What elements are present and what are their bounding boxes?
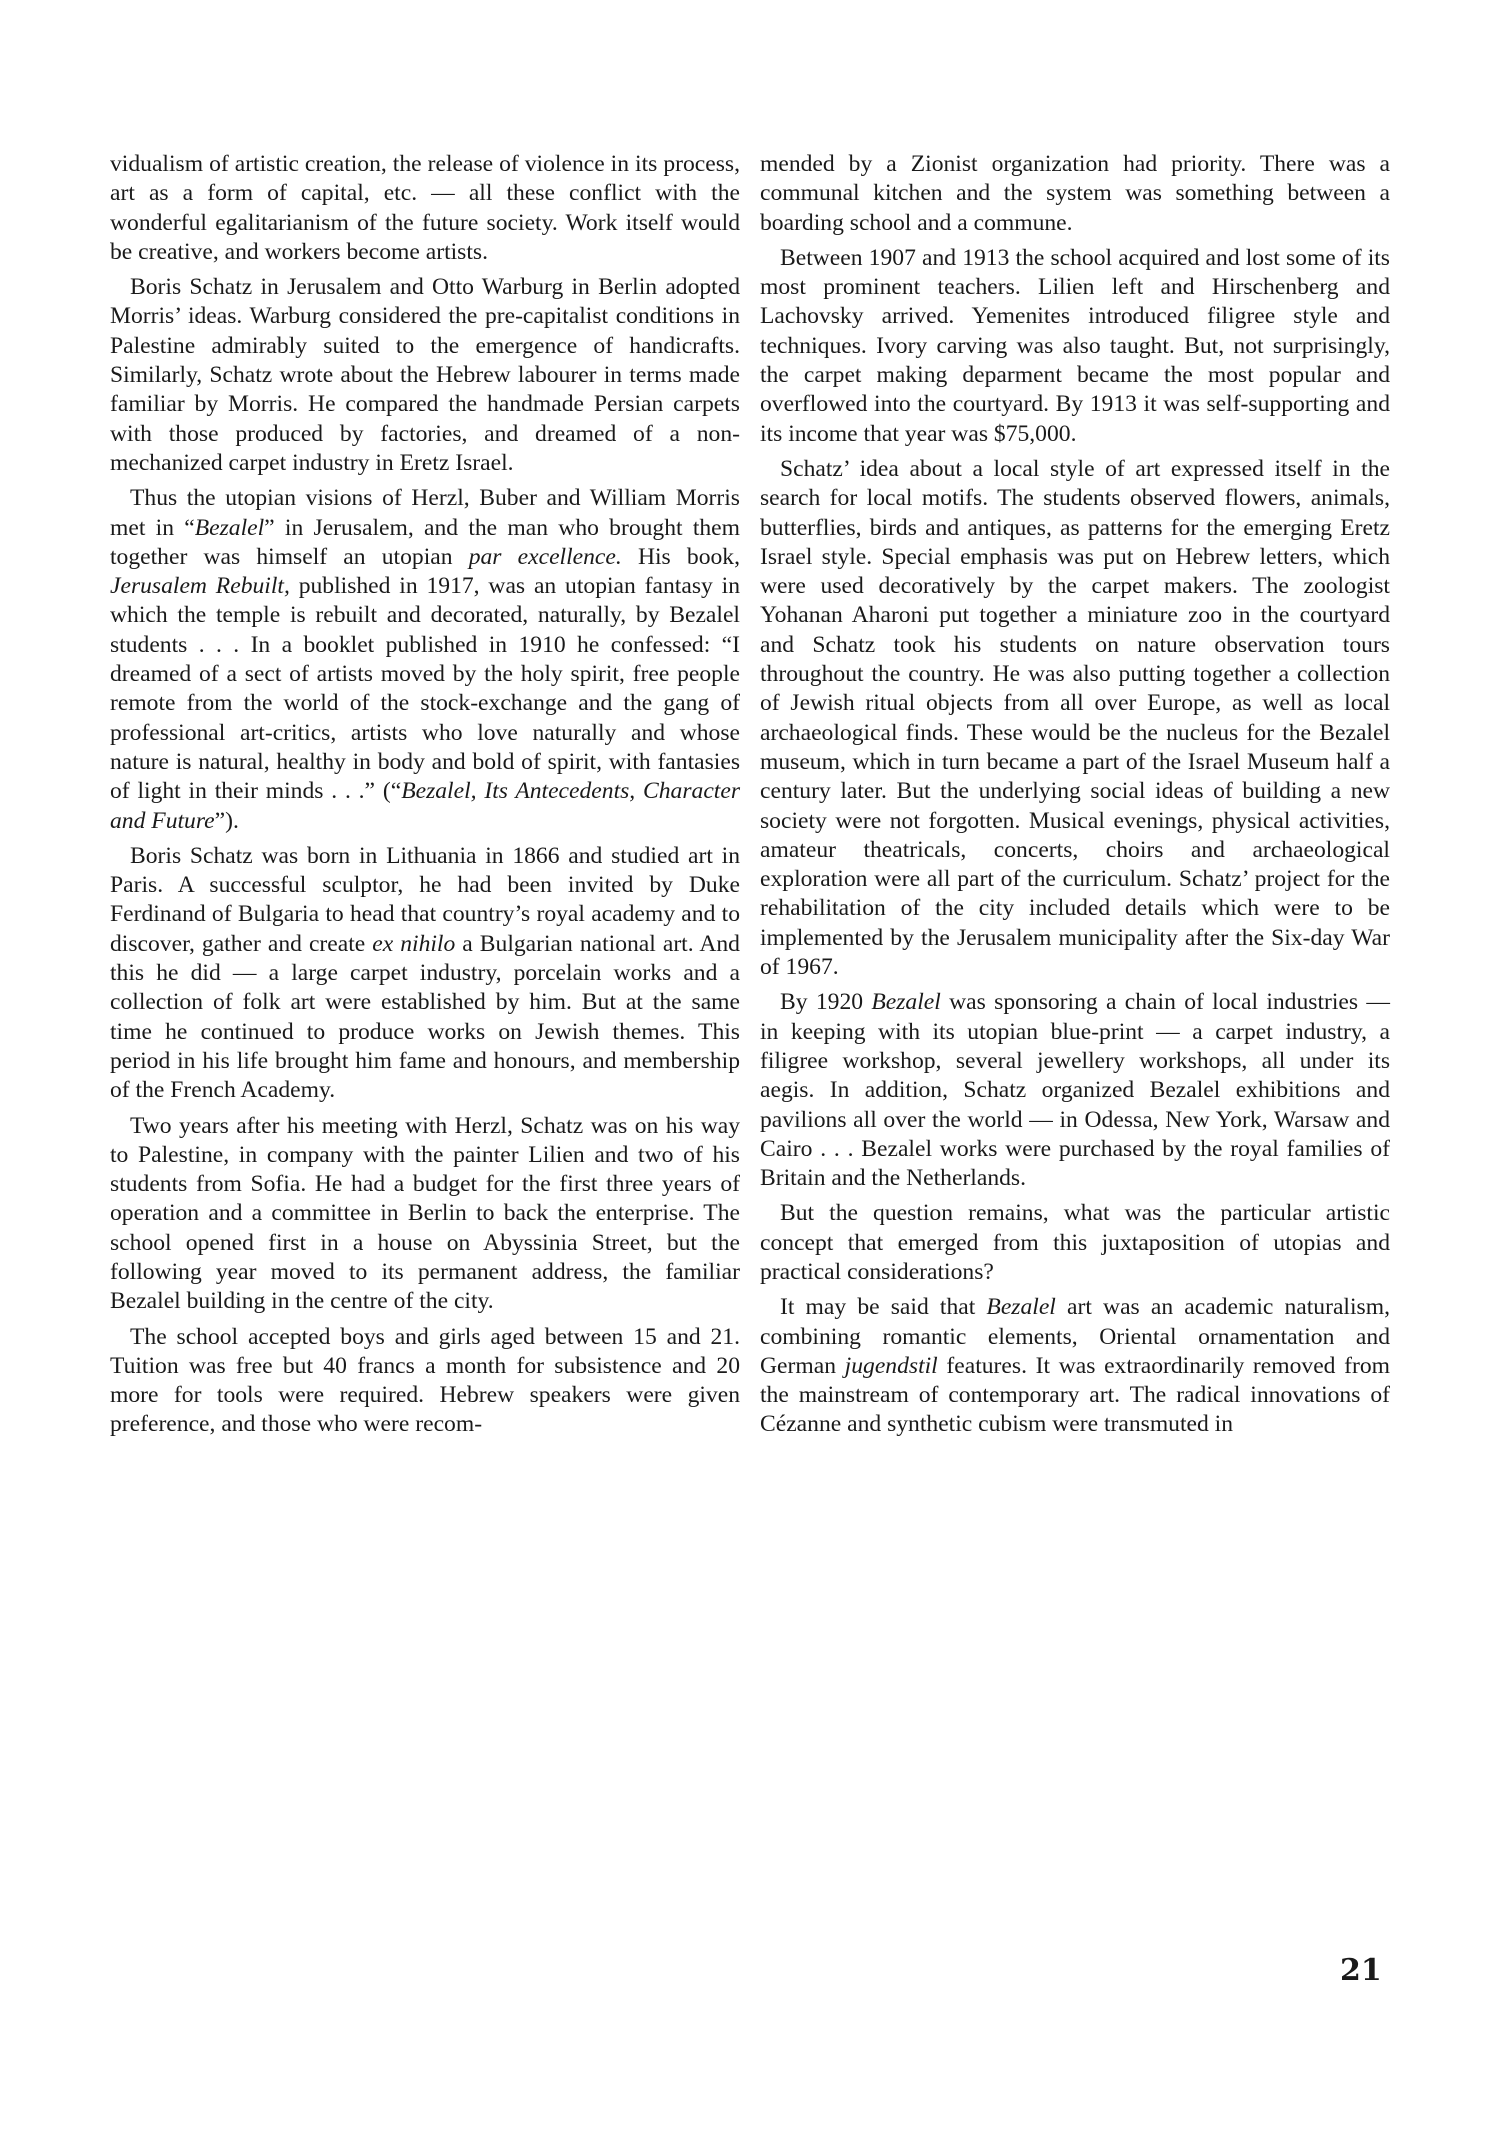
left-column [110,150,740,1446]
text-run: ” in Jerusalem, and the man who brought them together was himself an utopian [110,514,741,570]
paragraph [760,988,1390,1193]
italic-run: Jerusalem Rebuilt, [110,573,290,600]
paragraph: Boris Schatz in Jerusalem and Otto Warburg in Berlin adopted Morris’ ideas. Warburg considered the pre-capitalist conditions in Palestine admirably suited to the emergence of handicrafts. Similarly, Schatz wrote about the Hebrew labourer in terms made familiar by Morris. He compared the handmade Persian carpets with those produced by factories, and dreamed of a non-mechanized carpet industry in Eretz Israel. [110,274,740,476]
text-run: a Bulgarian national art. And this he did — a large carpet industry, porcelain works and a collection of folk art were established by him. But at the same time he continued to produce works on Jewish themes. This period in his life brought him fame and honours, and membership of the French Academy. [110,930,740,1104]
paragraph [760,1293,1390,1439]
italic-run: jugendstil [844,1352,938,1379]
page-number: 21 [1340,1953,1382,1988]
paragraph: The school accepted boys and girls aged between 15 and 21. Tuition was free but 40 francs a month for subsistence and 20 more for tools were required. Hebrew speakers were given preference, and those who were recom- [110,1323,740,1438]
paragraph: Schatz’ idea about a local style of art expressed itself in the search for local motifs. The students observed flowers, animals, butterflies, birds and antiques, as patterns for the emerging Eretz Israel style. Special emphasis was put on Hebrew letters, which were used decoratively by the carpet makers. The zoologist Yohanan Aharoni put together a miniature zoo in the courtyard and Schatz took his students on nature observation tours throughout the country. He was also putting together a collection of Jewish ritual objects from all over Europe, as well as local archaeological finds. These would be the nucleus for the Bezalel museum, which in turn became a part of the Israel Museum half a century later. But the underlying social ideas of building a new society were not forgotten. Musical evenings, physical activities, amateur theatricals, concerts, choirs and archaeological exploration were all part of the curriculum. Schatz’ project for the rehabilitation of the city included details which were to be implemented by the Jerusalem municipality after the Six-day War of 1967. [760,455,1390,981]
italic-run: Bezalel [871,989,941,1016]
paragraph: Two years after his meeting with Herzl, Schatz was on his way to Palestine, in company with the painter Lilien and two of his students from Sofia. He had a budget for the first three years of operation and a committee in Berlin to back the enterprise. The school opened first in a house on Abyssinia Street, but the following year moved to its permanent address, the familiar Bezalel building in the centre of the city. [110,1112,740,1315]
text-run: ”). [214,807,239,834]
paragraph [110,842,740,1106]
text-run: features. It was extraordinarily removed from the mainstream of contemporary art. The radical innovations of Cézanne and synthetic cubism were transmuted in [760,1352,1391,1438]
paragraph: mended by a Zionist organization had priority. There was a communal kitchen and the system was something between a boarding school and a commune. [760,151,1390,236]
text-run: Thus the utopian visions of Herzl, Buber and William Morris met in “ [110,485,740,541]
right-column [760,150,1390,1446]
paragraph [110,484,740,836]
text-run: It may be said that [780,1294,987,1321]
text-run: His book, [621,543,740,570]
text-run: art was an academic naturalism, combining romantic elements, Oriental ornamentation and German [760,1294,1390,1379]
italic-run: Bezalel, Its Antecedents, Character and Future [110,778,741,834]
paragraph: vidualism of artistic creation, the release of violence in its process, art as a form of capital, etc. — all these conflict with the wonderful egalitarianism of the future society. Work itself would be creative, and workers become artists. [110,151,740,265]
text-run: published in 1917, was an utopian fantasy in which the temple is rebuilt and decorated, naturally, by Bezalel students . . . In a booklet published in 1910 he confessed: “I dreamed of a sect of artists moved by the holy spirit, free people remote from the world of the stock-exchange and the gang of professional art-critics, artists who love naturally and whose nature is natural, healthy in body and bold of spirit, with fantasies of light in their minds . . .” (“ [110,573,740,805]
text-run: By 1920 [780,989,872,1016]
paragraph: But the question remains, what was the particular artistic concept that emerged from this juxtaposition of utopias and practical considerations? [760,1200,1390,1285]
italic-run: ex nihilo [372,930,456,957]
italic-run: Bezalel [194,514,265,541]
italic-run: Bezalel [986,1294,1056,1321]
text-run: was sponsoring a chain of local industries — in keeping with its utopian blue-print — a carpet industry, a filigree workshop, several jewellery workshops, all under its aegis. In addition, Schatz organized Bezalel exhibitions and pavilions all over the world — in Odessa, New York, Warsaw and Cairo . . . Bezalel works were purchased by the royal families of Britain and the Netherlands. [760,989,1390,1192]
paragraph: Between 1907 and 1913 the school acquired and lost some of its most prominent teachers. Lilien left and Hirschenberg and Lachovsky arrived. Yemenites introduced filigree style and techniques. Ivory carving was also taught. But, not surprisingly, the carpet making deparment became the most popular and overflowed into the courtyard. By 1913 it was self-supporting and its income that year was $75,000. [760,244,1390,447]
text-run: Boris Schatz was born in Lithuania in 1866 and studied art in Paris. A successful sculptor, he had been invited by Duke Ferdinand of Bulgaria to head that country’s royal academy and to discover, gather and create [110,842,740,957]
italic-run: par excellence. [468,543,622,570]
